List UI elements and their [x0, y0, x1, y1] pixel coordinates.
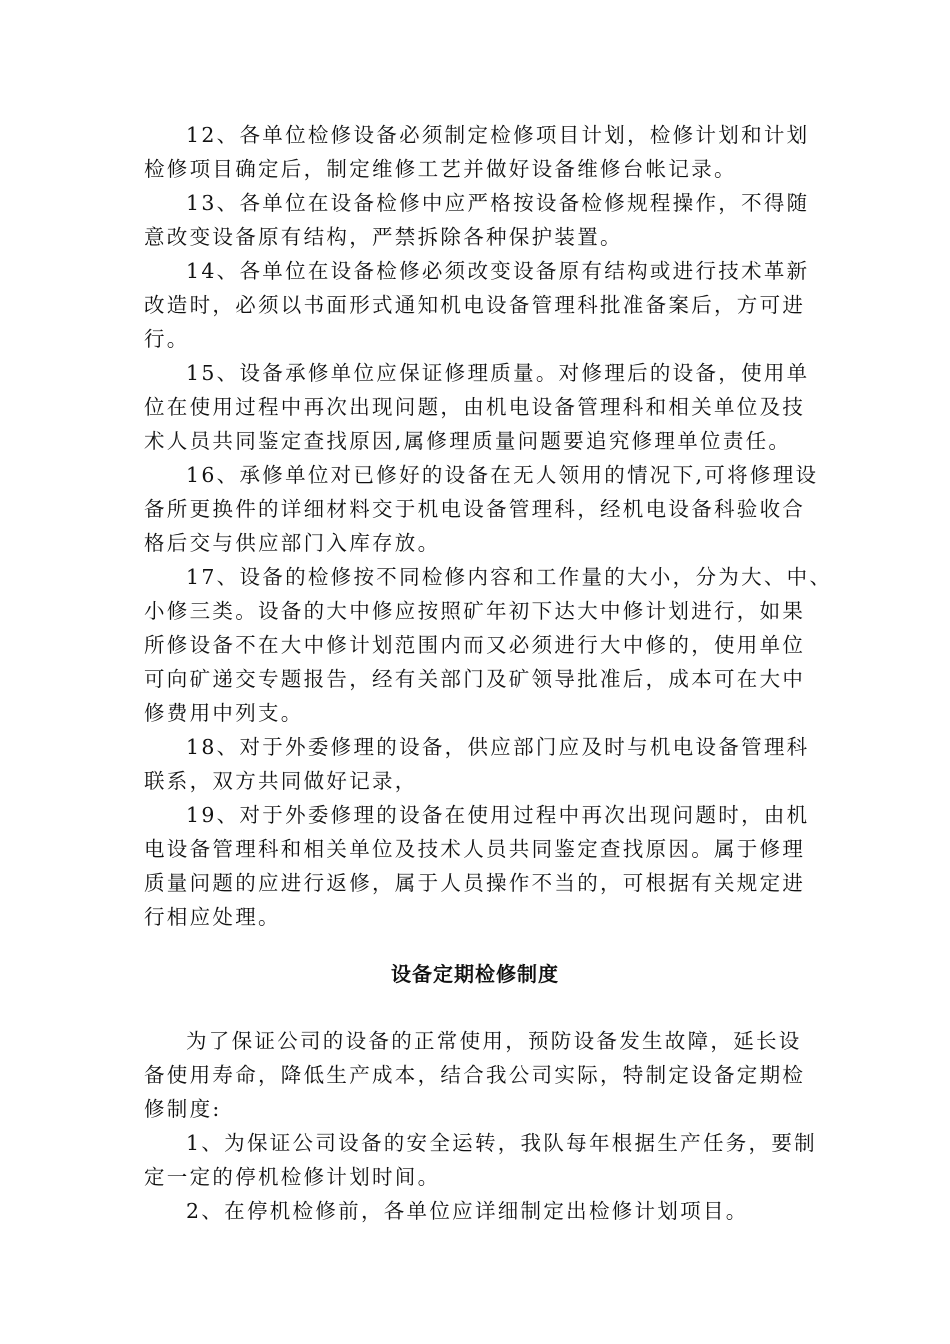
text-line: 19、对于外委修理的设备在使用过程中再次出现问题时，由机 — [186, 803, 810, 827]
text-line: 备所更换件的详细材料交于机电设备管理科，经机电设备科验收合 — [144, 497, 806, 521]
text-line: 小修三类。设备的大中修应按照矿年初下达大中修计划进行，如果 — [144, 599, 806, 623]
text-line: 12、各单位检修设备必须制定检修项目计划，检修计划和计划 — [186, 123, 810, 147]
text-line: 15、设备承修单位应保证修理质量。对修理后的设备，使用单 — [186, 361, 810, 385]
text-line: 改造时，必须以书面形式通知机电设备管理科批准备案后，方可进 — [144, 293, 806, 317]
rule-item-2 — [144, 1194, 812, 1228]
rule-item-19 — [144, 798, 812, 934]
section-title: 设备定期检修制度 — [391, 962, 559, 986]
text-line: 为了保证公司的设备的正常使用，预防设备发生故障，延长设 — [186, 1029, 802, 1053]
text-line: 1、为保证公司设备的安全运转，我队每年根据生产任务，要制 — [186, 1131, 817, 1155]
text-line: 位在使用过程中再次出现问题，由机电设备管理科和相关单位及技 — [144, 395, 806, 419]
text-line: 质量问题的应进行返修，属于人员操作不当的，可根据有关规定进 — [144, 871, 806, 895]
rule-item-12 — [144, 118, 812, 186]
text-line: 17、设备的检修按不同检修内容和工作量的大小，分为大、中、 — [186, 565, 833, 589]
rule-item-16 — [144, 458, 819, 560]
text-line: 术人员共同鉴定查找原因,属修理质量问题要追究修理单位责任。 — [144, 429, 792, 453]
text-line: 16、承修单位对已修好的设备在无人领用的情况下,可将修理设 — [186, 463, 819, 487]
text-line: 备使用寿命，降低生产成本，结合我公司实际，特制定设备定期检 — [144, 1063, 806, 1087]
text-line: 所修设备不在大中修计划范围内而又必须进行大中修的，使用单位 — [144, 633, 806, 657]
text-line: 检修项目确定后，制定维修工艺并做好设备维修台帐记录。 — [144, 157, 737, 181]
rule-item-17 — [144, 560, 833, 730]
text-line: 修费用中列支。 — [144, 701, 304, 725]
text-line: 定一定的停机检修计划时间。 — [144, 1165, 441, 1189]
text-line: 行相应处理。 — [144, 905, 281, 929]
rule-item-15 — [144, 356, 812, 458]
text-line: 联系，双方共同做好记录， — [144, 769, 418, 793]
periodic-maintenance-section — [144, 1024, 817, 1228]
text-line: 14、各单位在设备检修必须改变设备原有结构或进行技术革新 — [186, 259, 810, 283]
text-line: 13、各单位在设备检修中应严格按设备检修规程操作，不得随 — [186, 191, 810, 215]
rules-section-continued — [144, 118, 833, 934]
text-line: 18、对于外委修理的设备，供应部门应及时与机电设备管理科 — [186, 735, 810, 759]
rule-item-13 — [144, 186, 812, 254]
rule-item-18 — [144, 730, 812, 798]
rule-item-14 — [144, 254, 812, 356]
text-line: 行。 — [144, 327, 190, 351]
text-line: 可向矿递交专题报告，经有关部门及矿领导批准后，成本可在大中 — [144, 667, 806, 691]
text-line: 格后交与供应部门入库存放。 — [144, 531, 441, 555]
text-line: 电设备管理科和相关单位及技术人员共同鉴定查找原因。属于修理 — [144, 837, 806, 861]
text-line: 意改变设备原有结构，严禁拆除各种保护装置。 — [144, 225, 623, 249]
text-line: 2、在停机检修前，各单位应详细制定出检修计划项目。 — [186, 1199, 749, 1223]
text-line: 修制度: — [144, 1097, 222, 1121]
intro-paragraph — [144, 1024, 812, 1126]
rule-item-1 — [144, 1126, 817, 1194]
